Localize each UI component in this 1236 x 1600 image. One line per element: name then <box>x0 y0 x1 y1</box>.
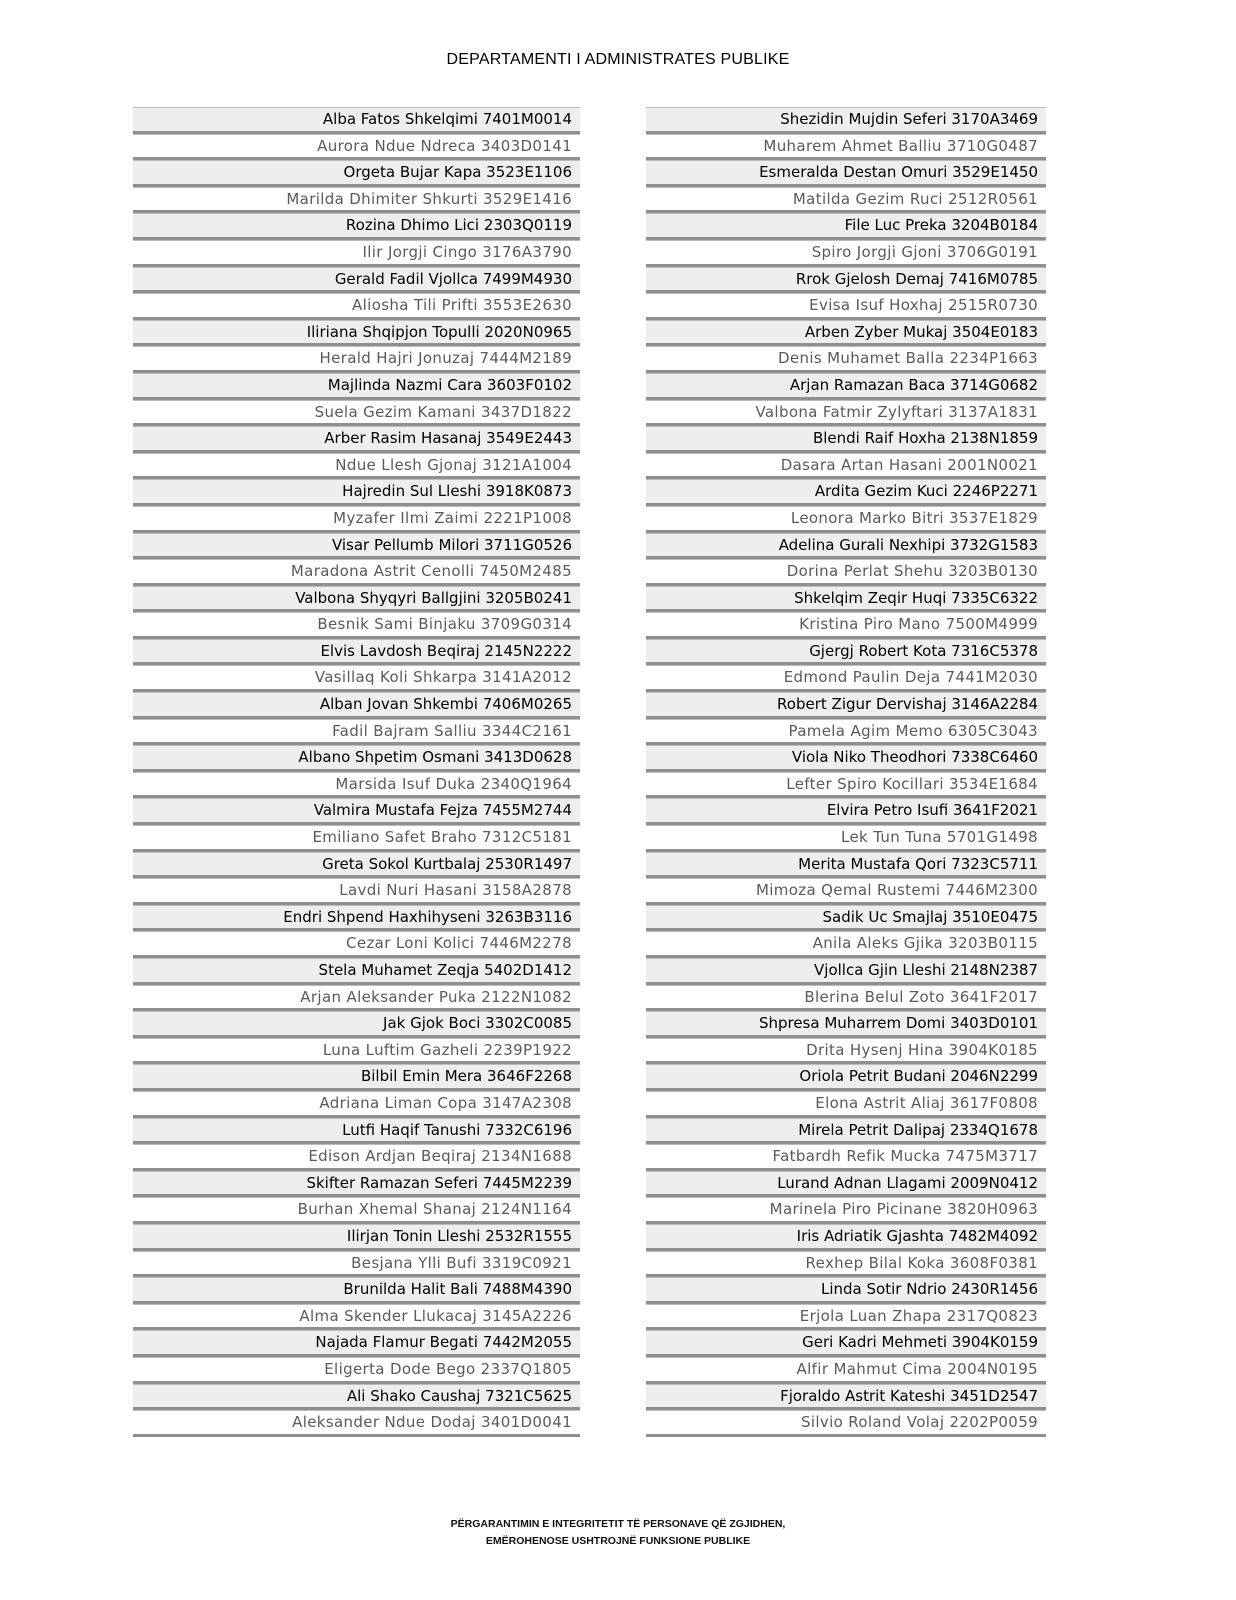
list-item: Evisa Isuf Hoxhaj 2515R0730 <box>646 293 1046 320</box>
list-item: Aleksander Ndue Dodaj 3401D0041 <box>133 1410 580 1437</box>
list-item: Mimoza Qemal Rustemi 7446M2300 <box>646 878 1046 905</box>
page-footer <box>0 1516 1236 1550</box>
list-item: Arjan Ramazan Baca 3714G0682 <box>646 373 1046 400</box>
list-item: Jak Gjok Boci 3302C0085 <box>133 1011 580 1038</box>
list-item: Gjergj Robert Kota 7316C5378 <box>646 639 1046 666</box>
list-item: Iliriana Shqipjon Topulli 2020N0965 <box>133 320 580 347</box>
list-item: Herald Hajri Jonuzaj 7444M2189 <box>133 346 580 373</box>
list-item: Muharem Ahmet Balliu 3710G0487 <box>646 134 1046 161</box>
list-item: Fadil Bajram Salliu 3344C2161 <box>133 719 580 746</box>
list-item: Lavdi Nuri Hasani 3158A2878 <box>133 878 580 905</box>
list-item: Elvis Lavdosh Beqiraj 2145N2222 <box>133 639 580 666</box>
list-item: Orgeta Bujar Kapa 3523E1106 <box>133 160 580 187</box>
list-item: Alban Jovan Shkembi 7406M0265 <box>133 692 580 719</box>
list-item: Valbona Fatmir Zylyftari 3137A1831 <box>646 400 1046 427</box>
list-item: Alma Skender Llukacaj 3145A2226 <box>133 1304 580 1331</box>
list-item: Burhan Xhemal Shanaj 2124N1164 <box>133 1197 580 1224</box>
list-item: Lurand Adnan Llagami 2009N0412 <box>646 1171 1046 1198</box>
list-item: Myzafer Ilmi Zaimi 2221P1008 <box>133 506 580 533</box>
list-item: Esmeralda Destan Omuri 3529E1450 <box>646 160 1046 187</box>
list-item: Lutfi Haqif Tanushi 7332C6196 <box>133 1118 580 1145</box>
list-item: Marsida Isuf Duka 2340Q1964 <box>133 772 580 799</box>
list-item: Oriola Petrit Budani 2046N2299 <box>646 1064 1046 1091</box>
list-item: Shkelqim Zeqir Huqi 7335C6322 <box>646 586 1046 613</box>
list-item: Viola Niko Theodhori 7338C6460 <box>646 745 1046 772</box>
list-item: Hajredin Sul Lleshi 3918K0873 <box>133 479 580 506</box>
list-item: Brunilda Halit Bali 7488M4390 <box>133 1277 580 1304</box>
list-item: Fjoraldo Astrit Kateshi 3451D2547 <box>646 1384 1046 1411</box>
list-item: Denis Muhamet Balla 2234P1663 <box>646 346 1046 373</box>
list-item: Ali Shako Caushaj 7321C5625 <box>133 1384 580 1411</box>
list-item: Besjana Ylli Bufi 3319C0921 <box>133 1251 580 1278</box>
list-item: Eligerta Dode Bego 2337Q1805 <box>133 1357 580 1384</box>
list-item: Geri Kadri Mehmeti 3904K0159 <box>646 1330 1046 1357</box>
list-item: Kristina Piro Mano 7500M4999 <box>646 612 1046 639</box>
list-item: Albano Shpetim Osmani 3413D0628 <box>133 745 580 772</box>
list-item: Stela Muhamet Zeqja 5402D1412 <box>133 958 580 985</box>
list-item: Merita Mustafa Qori 7323C5711 <box>646 852 1046 879</box>
list-item: Ilir Jorgji Cingo 3176A3790 <box>133 240 580 267</box>
list-item: Najada Flamur Begati 7442M2055 <box>133 1330 580 1357</box>
list-item: Drita Hysenj Hina 3904K0185 <box>646 1038 1046 1065</box>
list-item: Dorina Perlat Shehu 3203B0130 <box>646 559 1046 586</box>
list-item: Suela Gezim Kamani 3437D1822 <box>133 400 580 427</box>
list-item: Majlinda Nazmi Cara 3603F0102 <box>133 373 580 400</box>
list-item: Rrok Gjelosh Demaj 7416M0785 <box>646 267 1046 294</box>
list-item: Bilbil Emin Mera 3646F2268 <box>133 1064 580 1091</box>
list-item: Skifter Ramazan Seferi 7445M2239 <box>133 1171 580 1198</box>
list-item: Mirela Petrit Dalipaj 2334Q1678 <box>646 1118 1046 1145</box>
list-item: Shpresa Muharrem Domi 3403D0101 <box>646 1011 1046 1038</box>
list-item: Leonora Marko Bitri 3537E1829 <box>646 506 1046 533</box>
list-item: Iris Adriatik Gjashta 7482M4092 <box>646 1224 1046 1251</box>
list-item: Lek Tun Tuna 5701G1498 <box>646 825 1046 852</box>
list-item: Arben Zyber Mukaj 3504E0183 <box>646 320 1046 347</box>
list-item: Shezidin Mujdin Seferi 3170A3469 <box>646 107 1046 134</box>
list-item: Dasara Artan Hasani 2001N0021 <box>646 453 1046 480</box>
list-item: Pamela Agim Memo 6305C3043 <box>646 719 1046 746</box>
right-name-column <box>646 107 1046 1437</box>
list-item: Ndue Llesh Gjonaj 3121A1004 <box>133 453 580 480</box>
list-item: Alfir Mahmut Cima 2004N0195 <box>646 1357 1046 1384</box>
list-item: Luna Luftim Gazheli 2239P1922 <box>133 1038 580 1065</box>
list-item: Linda Sotir Ndrio 2430R1456 <box>646 1277 1046 1304</box>
page-title: DEPARTAMENTI I ADMINISTRATES PUBLIKE <box>446 51 790 68</box>
list-item: Adelina Gurali Nexhipi 3732G1583 <box>646 533 1046 560</box>
list-item: Aliosha Tili Prifti 3553E2630 <box>133 293 580 320</box>
list-item: Anila Aleks Gjika 3203B0115 <box>646 931 1046 958</box>
list-item: Vjollca Gjin Lleshi 2148N2387 <box>646 958 1046 985</box>
list-item: Cezar Loni Kolici 7446M2278 <box>133 931 580 958</box>
list-item: Erjola Luan Zhapa 2317Q0823 <box>646 1304 1046 1331</box>
list-item: Ilirjan Tonin Lleshi 2532R1555 <box>133 1224 580 1251</box>
list-item: Marilda Dhimiter Shkurti 3529E1416 <box>133 187 580 214</box>
list-item: Aurora Ndue Ndreca 3403D0141 <box>133 134 580 161</box>
list-item: Emiliano Safet Braho 7312C5181 <box>133 825 580 852</box>
list-item: Elona Astrit Aliaj 3617F0808 <box>646 1091 1046 1118</box>
list-item: Greta Sokol Kurtbalaj 2530R1497 <box>133 852 580 879</box>
list-item: Marinela Piro Picinane 3820H0963 <box>646 1197 1046 1224</box>
list-item: Elvira Petro Isufi 3641F2021 <box>646 798 1046 825</box>
list-item: Ardita Gezim Kuci 2246P2271 <box>646 479 1046 506</box>
list-item: Sadik Uc Smajlaj 3510E0475 <box>646 905 1046 932</box>
list-item: File Luc Preka 3204B0184 <box>646 213 1046 240</box>
list-item: Valbona Shyqyri Ballgjini 3205B0241 <box>133 586 580 613</box>
list-item: Robert Zigur Dervishaj 3146A2284 <box>646 692 1046 719</box>
list-item: Edison Ardjan Beqiraj 2134N1688 <box>133 1144 580 1171</box>
list-item: Silvio Roland Volaj 2202P0059 <box>646 1410 1046 1437</box>
list-item: Fatbardh Refik Mucka 7475M3717 <box>646 1144 1046 1171</box>
list-item: Rozina Dhimo Lici 2303Q0119 <box>133 213 580 240</box>
list-item: Endri Shpend Haxhihyseni 3263B3116 <box>133 905 580 932</box>
list-item: Edmond Paulin Deja 7441M2030 <box>646 665 1046 692</box>
list-item: Lefter Spiro Kocillari 3534E1684 <box>646 772 1046 799</box>
list-item: Arjan Aleksander Puka 2122N1082 <box>133 985 580 1012</box>
list-item: Arber Rasim Hasanaj 3549E2443 <box>133 426 580 453</box>
list-item: Maradona Astrit Cenolli 7450M2485 <box>133 559 580 586</box>
footer-line-2: EMËROHENOSE USHTROJNË FUNKSIONE PUBLIKE <box>485 1535 751 1547</box>
list-item: Matilda Gezim Ruci 2512R0561 <box>646 187 1046 214</box>
list-item: Blerina Belul Zoto 3641F2017 <box>646 985 1046 1012</box>
list-item: Blendi Raif Hoxha 2138N1859 <box>646 426 1046 453</box>
list-item: Besnik Sami Binjaku 3709G0314 <box>133 612 580 639</box>
list-item: Rexhep Bilal Koka 3608F0381 <box>646 1251 1046 1278</box>
list-item: Spiro Jorgji Gjoni 3706G0191 <box>646 240 1046 267</box>
list-item: Adriana Liman Copa 3147A2308 <box>133 1091 580 1118</box>
list-item: Gerald Fadil Vjollca 7499M4930 <box>133 267 580 294</box>
list-item: Alba Fatos Shkelqimi 7401M0014 <box>133 107 580 134</box>
list-item: Vasillaq Koli Shkarpa 3141A2012 <box>133 665 580 692</box>
left-name-column <box>133 107 580 1437</box>
footer-line-1: PËRGARANTIMIN E INTEGRITETIT TË PERSONAVE QË ZGJIDHEN, <box>450 1518 786 1530</box>
list-item: Valmira Mustafa Fejza 7455M2744 <box>133 798 580 825</box>
list-item: Visar Pellumb Milori 3711G0526 <box>133 533 580 560</box>
